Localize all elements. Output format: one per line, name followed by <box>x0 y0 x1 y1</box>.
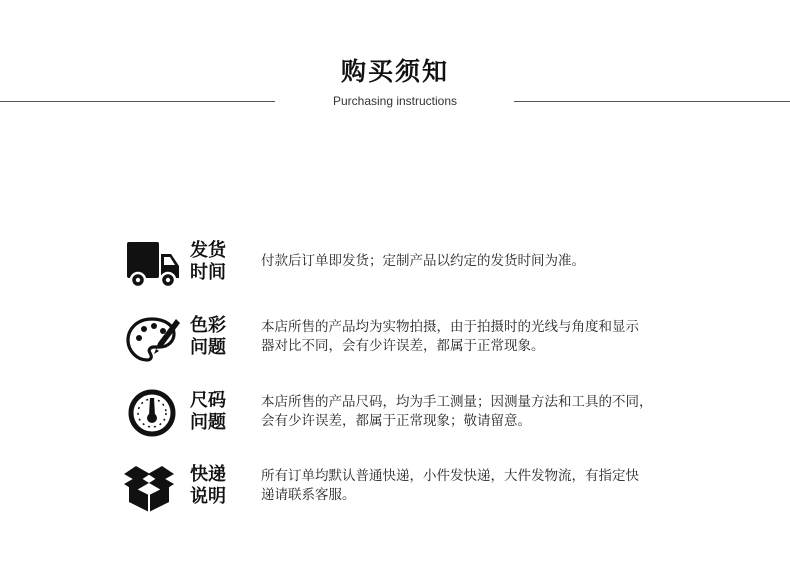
package-box-icon <box>124 462 182 516</box>
item-label: 尺码 问题 <box>190 390 226 433</box>
item-description: 本店所售的产品尺码，均为手工测量；因测量方法和工具的不同， 会有少许误差，都属于正常现象；敬请留意。 <box>261 394 653 429</box>
item-label: 色彩 问题 <box>190 315 226 358</box>
page-subtitle: Purchasing instructions <box>332 94 458 108</box>
item-label: 快递 说明 <box>190 464 226 507</box>
notice-item-delivery <box>0 462 790 522</box>
title-rule-right <box>514 101 790 102</box>
item-label: 发货 时间 <box>190 240 226 283</box>
palette-icon <box>124 313 182 367</box>
notice-item-size <box>0 388 790 448</box>
item-description: 所有订单均默认普通快递，小件发快递，大件发物流，有指定快 递请联系客服。 <box>261 468 639 503</box>
item-description: 本店所售的产品均为实物拍摄，由于拍摄时的光线与角度和显示 器对比不同，会有少许误差，都属于正常现象。 <box>261 319 639 354</box>
notice-item-color <box>0 313 790 373</box>
truck-icon <box>124 238 182 292</box>
notice-item-shipping <box>0 238 790 298</box>
item-description: 付款后订单即发货；定制产品以约定的发货时间为准。 <box>261 253 585 269</box>
gauge-icon <box>124 388 182 442</box>
page-title: 购买须知 <box>340 57 449 86</box>
